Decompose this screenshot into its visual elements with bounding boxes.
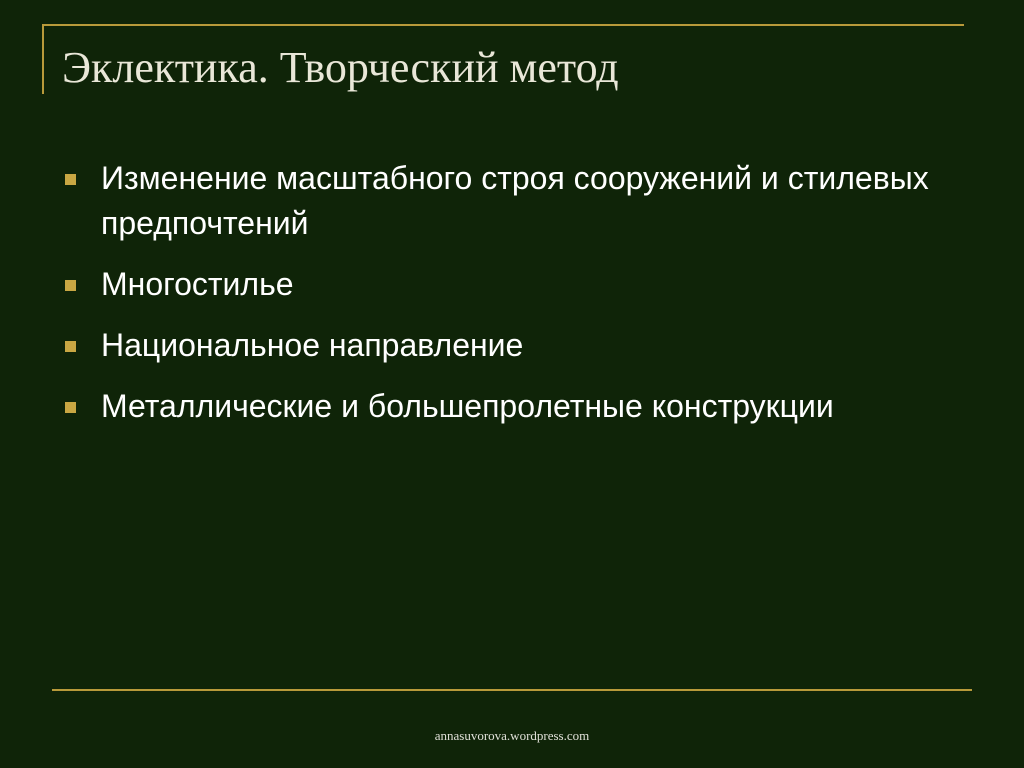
bullet-item [62,156,942,246]
bullet-text: Изменение масштабного строя сооружений и стилевых предпочтений [101,160,929,241]
bullet-text: Металлические и большепролетные конструкции [101,388,834,424]
square-bullet-icon [65,280,76,291]
top-border-line [42,24,964,26]
left-border-line [42,24,44,94]
bullet-text: Многостилье [101,266,294,302]
square-bullet-icon [65,341,76,352]
bullet-item [62,384,942,429]
bottom-divider-line [52,689,972,691]
bullet-item [62,323,942,368]
bullet-list [62,156,942,445]
bullet-item [62,262,942,307]
slide-title: Эклектика. Творческий метод [62,43,619,92]
footer-source-text: annasuvorova.wordpress.com [434,728,590,743]
square-bullet-icon [65,402,76,413]
square-bullet-icon [65,174,76,185]
bullet-text: Национальное направление [101,327,524,363]
